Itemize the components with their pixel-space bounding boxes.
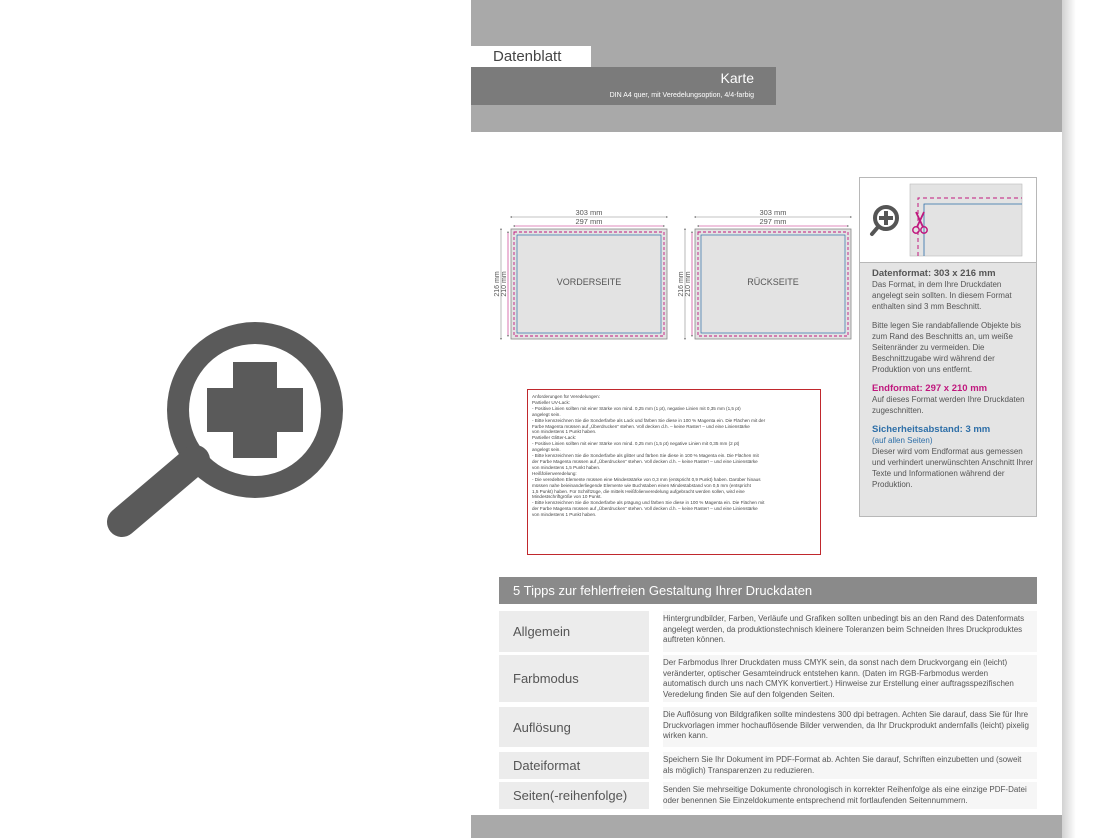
sicherheit-title: Sicherheitsabstand: 3 mm [872, 424, 991, 435]
front-width-outer: 303 mm [575, 208, 603, 217]
back-height-outer: 216 mm [678, 271, 685, 297]
note-line: von mindestens 1 Punkt haben. [532, 429, 597, 435]
sicherheit-text: Dieser wird vom Endformat aus gemessen und verhindert unerwünschten Anschnitt Ihrer Texte und Informationen während der Produktion. [872, 447, 1033, 489]
note-line: Farbe Magenta müssen auf „Überdrucken“ stehen. Voll decken d.h. – keine Raster! – und eine Linienstärke [532, 423, 750, 429]
tip-label: Auflösung [499, 707, 649, 747]
format-legend [859, 177, 1037, 517]
note-line: von mindestens 1 Punkt haben. [532, 512, 597, 518]
tip-text: Speichern Sie Ihr Dokument im PDF-Format ab. Achten Sie darauf, Schriften einzubetten und (soweit als möglich) Transparenzen zu reduzieren. [663, 752, 1037, 779]
note-line: - Bitte kennzeichnen Sie die Sonderfarbe als glitter und färben Sie diese in 100 % Magenta ein. Die Flächen mit [532, 453, 759, 459]
sicherheit-subtitle: (auf allen Seiten) [872, 436, 933, 445]
tip-label: Dateiformat [499, 752, 649, 779]
tip-text: Die Auflösung von Bildgrafiken sollte mindestens 300 dpi betragen. Achten Sie darauf, dass Sie für Ihre Druckvorlagen immer hochauflösende Bilder verwenden, da Ihr Druckprodukt andernfalls (leicht) pixelig wirken kann. [663, 707, 1037, 747]
note-line: 1,5 Punkt) haben. Für Schriftzüge, die mittels Heißfolienveredelung aufgebracht werden sollen, wird eine [532, 488, 745, 494]
tips-heading: 5 Tipps zur fehlerfreien Gestaltung Ihrer Druckdaten [499, 577, 1037, 604]
zoom-in-icon[interactable] [100, 310, 360, 550]
tip-label: Seiten(-reihenfolge) [499, 782, 649, 809]
zoom-in-icon [872, 207, 897, 234]
back-side-label: RÜCKSEITE [747, 277, 799, 287]
endformat-text: Auf dieses Format werden Ihre Druckdaten zugeschnitten. [872, 395, 1025, 415]
tip-text: Senden Sie mehrseitige Dokumente chronologisch in korrekter Reihenfolge als eine einzige PDF-Datei oder benennen Sie Einzeldokumente entsprechend mit fortlaufenden Seitennummern. [663, 782, 1037, 809]
back-height-inner: 210 mm [685, 271, 692, 297]
back-width-outer: 303 mm [759, 208, 787, 217]
tip-row [499, 707, 1037, 747]
tip-row [499, 655, 1037, 702]
note-line: - Bitte kennzeichnen Sie die Sonderfarbe als Lack und färben Sie diese in 100 % Magenta ein. Die Flächen mit der [532, 417, 766, 423]
note-line: angelegt sein. [532, 447, 561, 453]
tip-label: Allgemein [499, 611, 649, 652]
endformat-title: Endformat: 297 x 210 mm [872, 383, 988, 394]
front-height-inner: 210 mm [501, 271, 508, 297]
datenformat-title: Datenformat: 303 x 216 mm [872, 268, 996, 279]
tip-text: Der Farbmodus Ihrer Druckdaten muss CMYK sein, da sonst nach dem Druckvorgang ein (leicht) veränderter, optischer Gesamteindruck entstehen kann. (Daten im RGB-Farbmodus werden automatisch durch uns nach CMYK konvertiert.) Hinweise zur Erstellung einer auftragsspezifischen Veredelung finden Sie auf den folgenden Seiten. [663, 655, 1037, 702]
legend-preview [860, 178, 1036, 263]
datasheet-page [471, 0, 1062, 838]
front-side-label: VORDERSEITE [556, 277, 622, 287]
note-line: Anforderungen für Veredelungen: [532, 394, 600, 399]
page-shadow [1062, 0, 1076, 838]
format-diagram [494, 205, 859, 345]
note-line: Heißfolienveredelung: [532, 470, 577, 476]
note-line: der Farbe Magenta müssen auf „Überdrucken“ stehen. Voll decken d.h. – keine Raster! – und eine Linienstärke [532, 506, 758, 512]
datasheet-tab: Datenblatt [471, 46, 591, 67]
note-line: Mindestschriftgröße von 10 Punkt. [532, 494, 602, 500]
note-line: - Bitte kennzeichnen Sie die Sonderfarbe als prägung und färben Sie diese in 100 % Magenta ein. Die Flächen mit [532, 500, 765, 506]
tip-row [499, 782, 1037, 809]
note-line: der Farbe Magenta müssen auf „Überdrucken“ stehen. Voll decken d.h. – keine Raster! – und eine Linienstärke [532, 458, 758, 464]
tip-label: Farbmodus [499, 655, 649, 702]
title-bar [471, 67, 776, 105]
datenformat-text: Das Format, in dem Ihre Druckdaten angelegt sein sollten. In diesem Format enthalten sind 3 mm Beschnitt. [872, 280, 1012, 311]
note-line: - Positive Linien sollten mit einer Stärke von mind. 0,25 mm (1 pt), negative Linien mit 0,35 mm (1,5 pt) [532, 405, 741, 411]
note-line: von mindestens 1,5 Punkt haben. [532, 464, 601, 470]
page-title: Karte [720, 70, 754, 86]
note-line: Partieller UV-Lack: [532, 399, 571, 405]
front-height-outer: 216 mm [494, 271, 501, 297]
front-width-inner: 297 mm [575, 217, 603, 226]
tip-row [499, 752, 1037, 779]
legend-text [872, 268, 1034, 498]
note-line: - Positive Linien sollten mit einer Stärke von mind. 0,25 mm (1,5 pt) negative Linien mit 0,35 mm (2 pt) [532, 441, 740, 447]
back-width-inner: 297 mm [759, 217, 787, 226]
note-line: müssen nahe beieinanderliegende Elemente wie Buchstaben einen Mindestabstand von 0,5 mm (entspricht [532, 482, 751, 488]
note-line: Partieller Glitter-Lack: [532, 435, 577, 441]
tip-row [499, 611, 1037, 652]
datenformat-text-2: Bitte legen Sie randabfallende Objekte bis zum Rand des Beschnitts an, um weiße Seitenränder zu vermeiden. Die Beschnittzugabe wird während der Produktion von uns entfernt. [872, 321, 1021, 374]
tip-text: Hintergrundbilder, Farben, Verläufe und Grafiken sollten unbedingt bis an den Rand des Datenformats angelegt werden, da produktionstechnisch kleinere Toleranzen beim Schneiden Ihres Druckproduktes auftreten können. [663, 611, 1037, 652]
note-line: angelegt sein. [532, 411, 561, 417]
page-subtitle: DIN A4 quer, mit Veredelungsoption, 4/4-farbig [609, 92, 754, 99]
note-line: - Die veredelten Elemente müssen eine Mindeststärke von 0,3 mm (entspricht 0,9 Punkt) haben. Darüber hinaus [532, 476, 761, 482]
finishing-requirements [527, 389, 821, 555]
footer-band [471, 815, 1062, 838]
